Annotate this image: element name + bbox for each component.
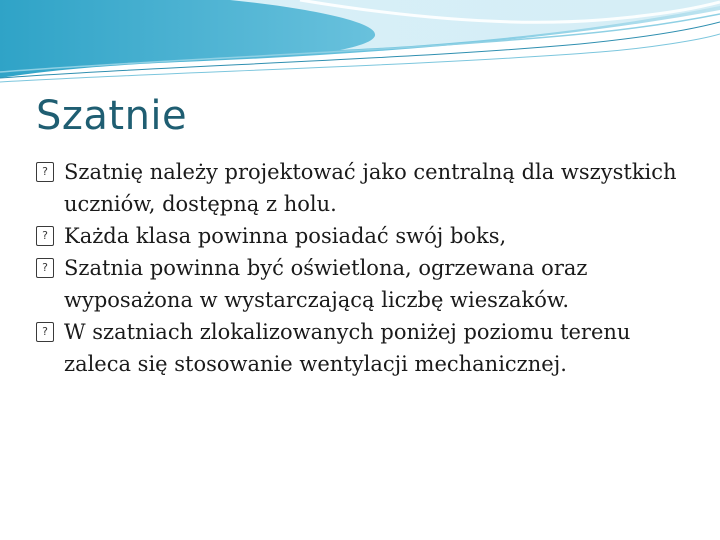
bullet-item	[36, 252, 696, 316]
missing-glyph-icon: ?	[36, 162, 54, 182]
bullet-item	[36, 156, 696, 220]
bullet-item	[36, 316, 696, 380]
bullet-text: Każda klasa powinna posiadać swój boks,	[64, 224, 507, 248]
bullet-item	[36, 220, 696, 252]
bullet-list	[36, 156, 696, 380]
missing-glyph-icon: ?	[36, 258, 54, 278]
missing-glyph-icon: ?	[36, 226, 54, 246]
bullet-text: Szatnię należy projektować jako centralną dla wszystkich uczniów, dostępną z holu.	[64, 160, 677, 216]
slide-title: Szatnie	[36, 93, 188, 139]
bullet-text: W szatniach zlokalizowanych poniżej poziomu terenu zaleca się stosowanie wentylacji mechanicznej.	[64, 320, 631, 376]
header-wave-decoration	[0, 0, 720, 90]
missing-glyph-icon: ?	[36, 322, 54, 342]
bullet-text: Szatnia powinna być oświetlona, ogrzewana oraz wyposażona w wystarczającą liczbę wieszaków.	[64, 256, 588, 312]
